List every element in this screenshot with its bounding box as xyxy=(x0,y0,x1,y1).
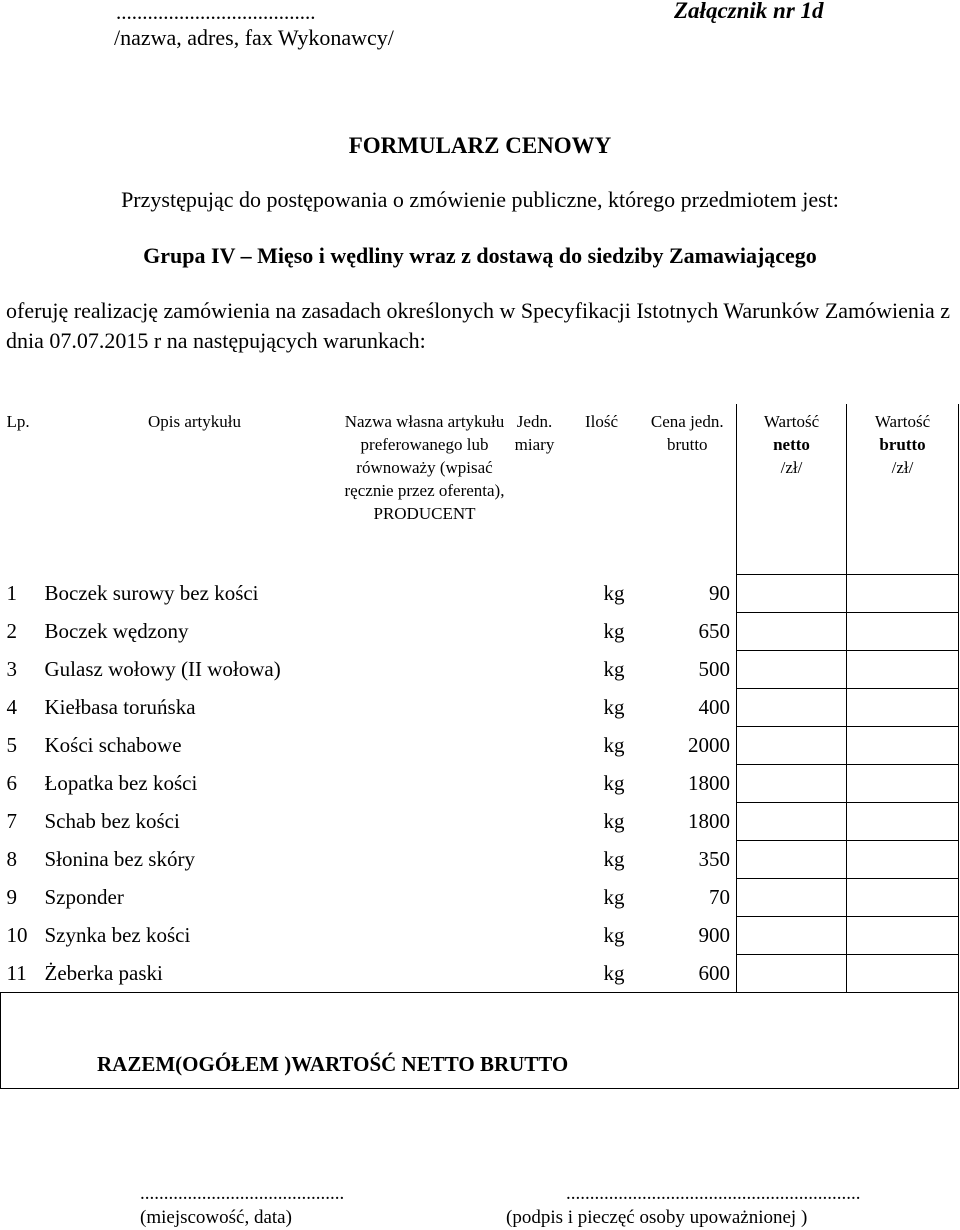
row-quantity: 70 xyxy=(709,885,730,909)
attachment-label: Załącznik nr 1d xyxy=(674,0,824,23)
row-product-name: Schab bez kości xyxy=(44,809,180,833)
row-gross-value-cell xyxy=(847,726,959,764)
row-net-value-cell xyxy=(737,612,847,650)
row-net-value-cell xyxy=(737,916,847,954)
row-lp: 2 xyxy=(6,619,17,643)
header-gross-value-bold: brutto xyxy=(879,435,926,454)
row-own-name-cell xyxy=(345,612,505,650)
row-net-value-cell xyxy=(737,650,847,688)
row-unit: kg xyxy=(603,847,625,871)
total-row xyxy=(1,993,959,1089)
table-row xyxy=(1,650,959,688)
table-row xyxy=(1,726,959,764)
row-own-name-cell xyxy=(345,688,505,726)
row-lp: 11 xyxy=(6,961,27,985)
row-net-value-cell xyxy=(737,688,847,726)
signature-dots: .............................................................. xyxy=(566,1183,861,1204)
row-quantity: 350 xyxy=(698,847,730,871)
row-quantity: 500 xyxy=(698,657,730,681)
header-unit-price: Cena jedn. brutto xyxy=(650,412,724,454)
row-net-value-cell xyxy=(737,764,847,802)
row-lp: 3 xyxy=(6,657,17,681)
row-own-name-cell xyxy=(345,726,505,764)
row-lp: 10 xyxy=(6,923,28,947)
row-own-name-cell xyxy=(345,954,505,993)
row-quantity: 1800 xyxy=(688,809,730,833)
row-gross-value-cell xyxy=(847,954,959,993)
row-own-name-cell xyxy=(345,802,505,840)
row-own-name-cell xyxy=(345,764,505,802)
row-gross-value-cell xyxy=(847,878,959,916)
row-unit: kg xyxy=(603,695,625,719)
table-row xyxy=(1,802,959,840)
row-quantity: 650 xyxy=(698,619,730,643)
row-net-value-cell xyxy=(737,954,847,993)
row-unit: kg xyxy=(603,885,625,909)
row-net-value-cell xyxy=(737,840,847,878)
row-quantity: 90 xyxy=(709,581,730,605)
group-title: Grupa IV – Mięso i wędliny wraz z dostawą do siedziby Zamawiającego xyxy=(143,243,817,268)
row-product-name: Żeberka paski xyxy=(44,961,163,985)
row-product-name: Kości schabowe xyxy=(44,733,182,757)
row-lp: 6 xyxy=(6,771,17,795)
header-net-value xyxy=(737,404,847,574)
table-row xyxy=(1,688,959,726)
row-quantity: 1800 xyxy=(688,771,730,795)
row-gross-value-cell xyxy=(847,612,959,650)
table-row xyxy=(1,574,959,612)
table-row xyxy=(1,954,959,993)
row-unit: kg xyxy=(603,961,625,985)
row-product-name: Łopatka bez kości xyxy=(44,771,198,795)
header-net-value-bold: netto xyxy=(773,435,810,454)
form-title: FORMULARZ CENOWY xyxy=(348,133,612,158)
row-product-name: Kiełbasa toruńska xyxy=(44,695,196,719)
row-lp: 9 xyxy=(6,885,17,909)
header-net-value-label: Wartość xyxy=(763,412,820,431)
row-lp: 4 xyxy=(6,695,17,719)
row-lp: 1 xyxy=(6,581,17,605)
row-own-name-cell xyxy=(345,574,505,612)
header-own-name: Nazwa własna artykułu preferowanego lub równoważy (wpisać ręcznie przez oferenta), PRODUCENT xyxy=(344,412,505,523)
header-description: Opis artykułu xyxy=(147,412,242,431)
signature-label: (podpis i pieczęć osoby upoważnionej ) xyxy=(506,1207,808,1228)
row-gross-value-cell xyxy=(847,764,959,802)
header-gross-value-unit: /zł/ xyxy=(891,458,914,477)
row-own-name-cell xyxy=(345,916,505,954)
row-unit: kg xyxy=(603,657,625,681)
table-row xyxy=(1,916,959,954)
row-unit: kg xyxy=(603,733,625,757)
row-gross-value-cell xyxy=(847,802,959,840)
header-unit: Jedn. miary xyxy=(514,412,555,454)
header-gross-value-label: Wartość xyxy=(874,412,931,431)
row-gross-value-cell xyxy=(847,688,959,726)
contractor-dots: ...................................... xyxy=(116,0,316,24)
row-unit: kg xyxy=(603,923,625,947)
row-product-name: Szponder xyxy=(44,885,124,909)
row-gross-value-cell xyxy=(847,840,959,878)
row-product-name: Szynka bez kości xyxy=(44,923,191,947)
row-own-name-cell xyxy=(345,650,505,688)
row-net-value-cell xyxy=(737,726,847,764)
row-product-name: Gulasz wołowy (II wołowa) xyxy=(44,657,281,681)
row-net-value-cell xyxy=(737,574,847,612)
header-quantity: Ilość xyxy=(584,412,619,431)
row-product-name: Boczek surowy bez kości xyxy=(44,581,259,605)
place-date-label: (miejscowość, data) xyxy=(140,1207,292,1228)
row-gross-value-cell xyxy=(847,650,959,688)
table-row xyxy=(1,764,959,802)
row-net-value-cell xyxy=(737,802,847,840)
row-quantity: 600 xyxy=(698,961,730,985)
row-net-value-cell xyxy=(737,878,847,916)
row-lp: 8 xyxy=(6,847,17,871)
header-gross-value xyxy=(847,404,959,574)
row-unit: kg xyxy=(603,771,625,795)
contractor-label: /nazwa, adres, fax Wykonawcy/ xyxy=(114,25,394,50)
total-label: RAZEM(OGÓŁEM )WARTOŚĆ NETTO BRUTTO xyxy=(1,993,959,1089)
row-quantity: 2000 xyxy=(688,733,730,757)
offer-text: oferuję realizację zamówienia na zasadach określonych w Specyfikacji Istotnych Warunków Zamówienia z dnia 07.07.2015 r na następujących warunkach: xyxy=(6,298,951,353)
row-lp: 5 xyxy=(6,733,17,757)
row-own-name-cell xyxy=(345,840,505,878)
table-header-row xyxy=(1,404,959,574)
intro-text: Przystępując do postępowania o zmówienie publiczne, którego przedmiotem jest: xyxy=(121,187,839,212)
row-unit: kg xyxy=(603,809,625,833)
row-unit: kg xyxy=(603,581,625,605)
row-product-name: Słonina bez skóry xyxy=(44,847,195,871)
row-unit: kg xyxy=(603,619,625,643)
header-lp: Lp. xyxy=(6,412,30,431)
row-lp: 7 xyxy=(6,809,17,833)
place-date-dots: ........................................... xyxy=(140,1183,345,1204)
price-table xyxy=(0,404,959,1089)
row-own-name-cell xyxy=(345,878,505,916)
header-net-value-unit: /zł/ xyxy=(780,458,803,477)
table-row xyxy=(1,878,959,916)
table-row xyxy=(1,840,959,878)
row-quantity: 900 xyxy=(698,923,730,947)
row-gross-value-cell xyxy=(847,574,959,612)
row-quantity: 400 xyxy=(698,695,730,719)
row-product-name: Boczek wędzony xyxy=(44,619,189,643)
row-gross-value-cell xyxy=(847,916,959,954)
table-row xyxy=(1,612,959,650)
